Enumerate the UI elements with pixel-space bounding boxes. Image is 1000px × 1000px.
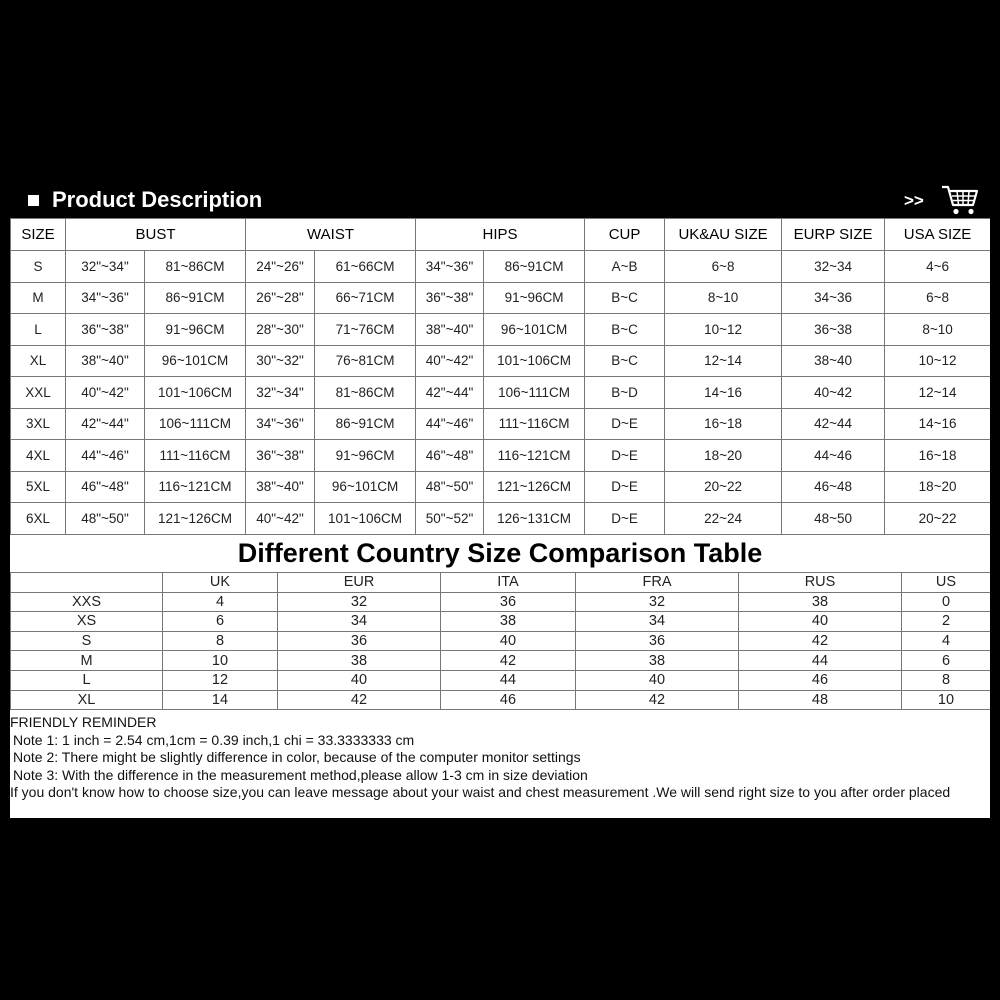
table-cell: 44	[441, 670, 576, 690]
table-cell: 38"~40"	[246, 471, 315, 503]
table-cell: XS	[11, 612, 163, 632]
column-header: BUST	[66, 219, 246, 251]
table-cell: 32	[576, 592, 739, 612]
table-cell: 96~101CM	[315, 471, 416, 503]
column-header: UK	[163, 573, 278, 593]
table-cell: 38	[576, 651, 739, 671]
table-cell: 8	[163, 631, 278, 651]
table-cell: 36	[441, 592, 576, 612]
table-cell: 6~8	[665, 251, 782, 283]
table-cell: 36	[278, 631, 441, 651]
table-row	[11, 471, 991, 503]
table-cell: S	[11, 631, 163, 651]
table-cell: 111~116CM	[484, 408, 585, 440]
table-cell: M	[11, 651, 163, 671]
table-cell: 91~96CM	[484, 282, 585, 314]
table-cell: 42	[441, 651, 576, 671]
table-cell: 10~12	[885, 345, 990, 377]
table-cell: 16~18	[665, 408, 782, 440]
table-cell: 48	[739, 690, 902, 710]
table-row	[11, 345, 991, 377]
table-cell: 18~20	[885, 471, 990, 503]
table-cell: D~E	[585, 440, 665, 472]
table-cell: 106~111CM	[145, 408, 246, 440]
table-cell: 40	[441, 631, 576, 651]
comparison-header-row	[11, 573, 991, 593]
table-cell: L	[11, 670, 163, 690]
column-header: US	[902, 573, 991, 593]
table-cell: 44	[739, 651, 902, 671]
table-cell: 121~126CM	[145, 503, 246, 535]
table-cell: 81~86CM	[315, 377, 416, 409]
column-header: FRA	[576, 573, 739, 593]
table-cell: 36"~38"	[246, 440, 315, 472]
table-cell: 28"~30"	[246, 314, 315, 346]
table-cell: 3XL	[11, 408, 66, 440]
table-cell: 36"~38"	[416, 282, 484, 314]
table-cell: 36~38	[782, 314, 885, 346]
table-row	[11, 503, 991, 535]
table-row	[11, 440, 991, 472]
table-cell: 40	[576, 670, 739, 690]
table-cell: 101~106CM	[484, 345, 585, 377]
table-cell: 42	[576, 690, 739, 710]
section-title: Product Description	[52, 187, 263, 212]
table-cell: 46"~48"	[66, 471, 145, 503]
table-cell: 44"~46"	[66, 440, 145, 472]
table-cell: B~C	[585, 282, 665, 314]
column-header: EUR	[278, 573, 441, 593]
table-cell: 6	[163, 612, 278, 632]
table-row	[11, 612, 991, 632]
table-cell: 0	[902, 592, 991, 612]
table-cell: 40"~42"	[66, 377, 145, 409]
table-cell: 34"~36"	[246, 408, 315, 440]
friendly-reminder-notes	[10, 714, 985, 802]
table-cell: 10	[902, 690, 991, 710]
table-cell: 42	[739, 631, 902, 651]
table-cell: 26"~28"	[246, 282, 315, 314]
column-header: EURP SIZE	[782, 219, 885, 251]
table-cell: 48"~50"	[66, 503, 145, 535]
table-cell: B~C	[585, 314, 665, 346]
table-cell: 86~91CM	[484, 251, 585, 283]
table-cell: D~E	[585, 503, 665, 535]
table-row	[11, 377, 991, 409]
note-3: Note 3: With the difference in the measurement method,please allow 1-3 cm in size deviation	[13, 766, 588, 783]
column-header	[11, 573, 163, 593]
size-chart-table	[10, 218, 990, 535]
table-cell: 4	[163, 592, 278, 612]
table-cell: 106~111CM	[484, 377, 585, 409]
column-header: UK&AU SIZE	[665, 219, 782, 251]
table-cell: 61~66CM	[315, 251, 416, 283]
table-row	[11, 592, 991, 612]
table-cell: 40	[278, 670, 441, 690]
table-row	[11, 282, 991, 314]
table-cell: XL	[11, 345, 66, 377]
table-row	[11, 670, 991, 690]
table-row	[11, 314, 991, 346]
column-header: CUP	[585, 219, 665, 251]
table-cell: 6	[902, 651, 991, 671]
table-row	[11, 631, 991, 651]
note-2: Note 2: There might be slightly difference in color, because of the computer monitor settings	[13, 749, 581, 765]
table-cell: 38	[739, 592, 902, 612]
table-cell: XXL	[11, 377, 66, 409]
table-cell: XL	[11, 690, 163, 710]
column-header: HIPS	[416, 219, 585, 251]
table-cell: 91~96CM	[145, 314, 246, 346]
table-cell: 38	[441, 612, 576, 632]
table-cell: 71~76CM	[315, 314, 416, 346]
table-cell: 38	[278, 651, 441, 671]
table-cell: 2	[902, 612, 991, 632]
table-cell: 48"~50"	[416, 471, 484, 503]
table-cell: 20~22	[885, 503, 990, 535]
column-header: WAIST	[246, 219, 416, 251]
table-cell: 24"~26"	[246, 251, 315, 283]
table-cell: 4	[902, 631, 991, 651]
table-cell: 34	[576, 612, 739, 632]
table-cell: 34"~36"	[66, 282, 145, 314]
table-cell: B~D	[585, 377, 665, 409]
table-cell: B~C	[585, 345, 665, 377]
table-cell: 10~12	[665, 314, 782, 346]
table-cell: 116~121CM	[145, 471, 246, 503]
table-cell: 46~48	[782, 471, 885, 503]
table-cell: 4XL	[11, 440, 66, 472]
table-cell: 96~101CM	[145, 345, 246, 377]
table-cell: 14	[163, 690, 278, 710]
table-cell: 30"~32"	[246, 345, 315, 377]
table-cell: 81~86CM	[145, 251, 246, 283]
column-header: USA SIZE	[885, 219, 990, 251]
table-cell: 38"~40"	[416, 314, 484, 346]
table-cell: 86~91CM	[145, 282, 246, 314]
size-chart-header-row	[11, 219, 991, 251]
table-cell: 6XL	[11, 503, 66, 535]
column-header: SIZE	[11, 219, 66, 251]
reminder-heading: FRIENDLY REMINDER	[10, 714, 157, 730]
table-cell: XXS	[11, 592, 163, 612]
table-cell: 86~91CM	[315, 408, 416, 440]
table-cell: 38~40	[782, 345, 885, 377]
table-cell: 14~16	[665, 377, 782, 409]
table-cell: 126~131CM	[484, 503, 585, 535]
note-1: Note 1: 1 inch = 2.54 cm,1cm = 0.39 inch,1 chi = 33.3333333 cm	[13, 731, 415, 748]
table-cell: 101~106CM	[145, 377, 246, 409]
table-cell: 14~16	[885, 408, 990, 440]
table-cell: 40~42	[782, 377, 885, 409]
table-cell: 8	[902, 670, 991, 690]
table-cell: 96~101CM	[484, 314, 585, 346]
arrows-label: >>	[904, 191, 924, 210]
table-cell: 16~18	[885, 440, 990, 472]
table-row	[11, 690, 991, 710]
table-cell: 32"~34"	[246, 377, 315, 409]
table-cell: S	[11, 251, 66, 283]
table-cell: 40"~42"	[246, 503, 315, 535]
table-cell: 46"~48"	[416, 440, 484, 472]
table-cell: 66~71CM	[315, 282, 416, 314]
table-cell: 34"~36"	[416, 251, 484, 283]
table-cell: 6~8	[885, 282, 990, 314]
table-row	[11, 651, 991, 671]
size-chart-panel	[10, 182, 990, 818]
product-description-header	[10, 182, 990, 218]
table-cell: 8~10	[885, 314, 990, 346]
table-cell: 42"~44"	[66, 408, 145, 440]
table-cell: 111~116CM	[145, 440, 246, 472]
table-cell: D~E	[585, 471, 665, 503]
table-cell: 91~96CM	[315, 440, 416, 472]
table-row	[11, 251, 991, 283]
table-cell: 32~34	[782, 251, 885, 283]
table-cell: 76~81CM	[315, 345, 416, 377]
table-cell: 32	[278, 592, 441, 612]
table-cell: 32"~34"	[66, 251, 145, 283]
table-cell: 20~22	[665, 471, 782, 503]
table-cell: 40"~42"	[416, 345, 484, 377]
table-cell: 42"~44"	[416, 377, 484, 409]
table-cell: 46	[441, 690, 576, 710]
table-cell: 12	[163, 670, 278, 690]
table-cell: 101~106CM	[315, 503, 416, 535]
table-cell: 46	[739, 670, 902, 690]
table-cell: A~B	[585, 251, 665, 283]
comparison-table-title: Different Country Size Comparison Table	[237, 538, 763, 568]
table-cell: 34	[278, 612, 441, 632]
table-cell: M	[11, 282, 66, 314]
table-row	[11, 408, 991, 440]
table-cell: 48~50	[782, 503, 885, 535]
table-cell: D~E	[585, 408, 665, 440]
table-cell: 44"~46"	[416, 408, 484, 440]
table-cell: 12~14	[665, 345, 782, 377]
country-size-comparison-table	[10, 572, 990, 710]
table-cell: 8~10	[665, 282, 782, 314]
size-advice-footer: If you don't know how to choose size,you can leave message about your waist and chest measurement .We will send right size to you after order placed	[10, 784, 951, 800]
table-cell: 18~20	[665, 440, 782, 472]
table-cell: L	[11, 314, 66, 346]
table-cell: 116~121CM	[484, 440, 585, 472]
square-bullet-icon	[28, 195, 39, 206]
table-cell: 38"~40"	[66, 345, 145, 377]
table-cell: 5XL	[11, 471, 66, 503]
table-cell: 44~46	[782, 440, 885, 472]
table-cell: 50"~52"	[416, 503, 484, 535]
table-cell: 22~24	[665, 503, 782, 535]
table-cell: 34~36	[782, 282, 885, 314]
table-cell: 10	[163, 651, 278, 671]
column-header: ITA	[441, 573, 576, 593]
table-cell: 42	[278, 690, 441, 710]
table-cell: 36"~38"	[66, 314, 145, 346]
table-cell: 42~44	[782, 408, 885, 440]
column-header: RUS	[739, 573, 902, 593]
table-cell: 4~6	[885, 251, 990, 283]
table-cell: 121~126CM	[484, 471, 585, 503]
table-cell: 36	[576, 631, 739, 651]
table-cell: 40	[739, 612, 902, 632]
shopping-cart-icon	[940, 183, 980, 217]
table-cell: 12~14	[885, 377, 990, 409]
